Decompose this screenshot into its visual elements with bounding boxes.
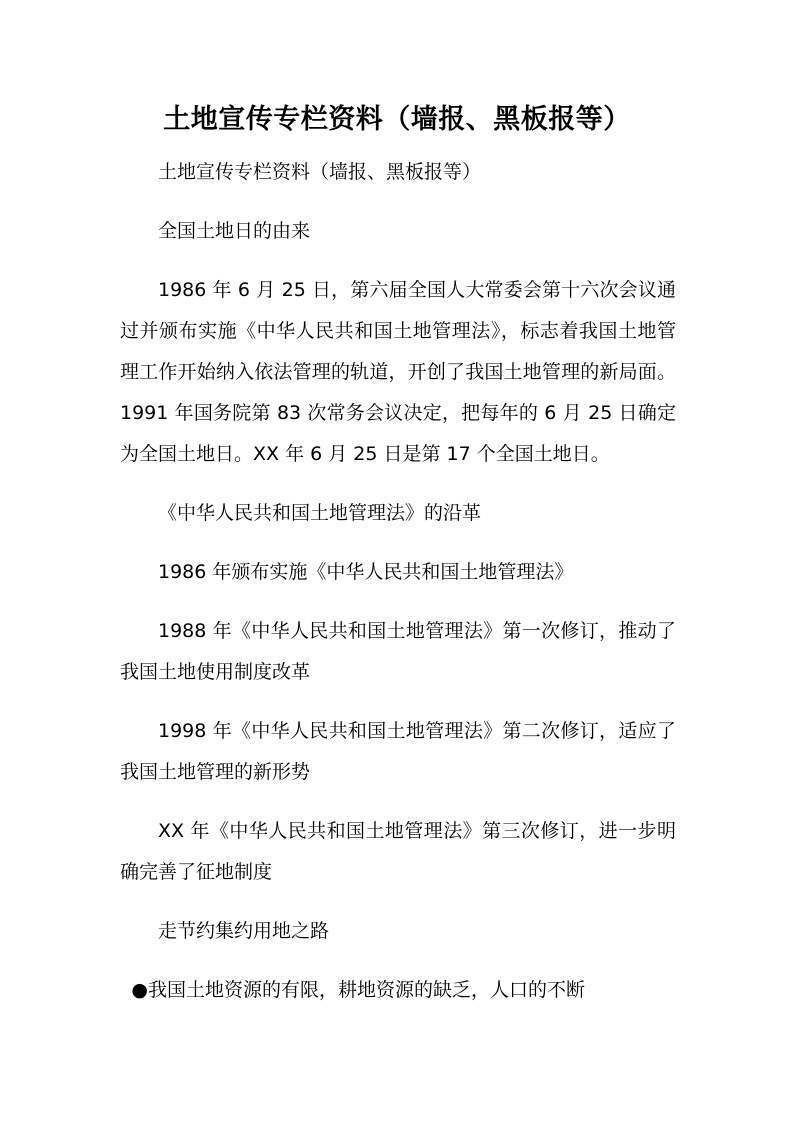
paragraph-law-1988: 1988 年《中华人民共和国土地管理法》第一次修订，推动了我国土地使用制度改革 bbox=[120, 620, 676, 683]
paragraph-heading-land-saving: 走节约集约用地之路 bbox=[158, 920, 330, 942]
paragraph-law-third-revision: XX 年《中华人民共和国土地管理法》第三次修订，进一步明确完善了征地制度 bbox=[120, 820, 676, 883]
document-body bbox=[120, 152, 676, 1029]
bullet-icon: ● bbox=[131, 979, 148, 1001]
document-title: 土地宣传专栏资料（墙报、黑板报等） bbox=[163, 104, 631, 135]
paragraph-heading-law-history: 《中华人民共和国土地管理法》的沿革 bbox=[158, 502, 482, 524]
paragraph-subtitle: 土地宣传专栏资料（墙报、黑板报等） bbox=[158, 161, 482, 183]
paragraph-law-1986: 1986 年颁布实施《中华人民共和国土地管理法》 bbox=[158, 561, 574, 583]
paragraph-law-1998: 1998 年《中华人民共和国土地管理法》第二次修订，适应了我国土地管理的新形势 bbox=[120, 720, 676, 783]
paragraph-land-day-origin: 1986 年 6 月 25 日，第六届全国人大常委会第十六次会议通过并颁布实施《中华人民共和国土地管理法》，标志着我国土地管理工作开始纳入依法管理的轨道，开创了我国土地管理的新局面。1991 年国务院第 83 次常务会议决定，把每年的 6 月 25 日确定为全国土地日。XX 年 6 月 25 日是第 17 个全国土地日。 bbox=[120, 279, 676, 465]
paragraph-heading-land-day: 全国土地日的由来 bbox=[158, 220, 311, 242]
paragraph-bullet-land-resources bbox=[120, 970, 676, 1011]
bullet-text: 我国土地资源的有限，耕地资源的缺乏，人口的不断 bbox=[147, 979, 585, 1001]
